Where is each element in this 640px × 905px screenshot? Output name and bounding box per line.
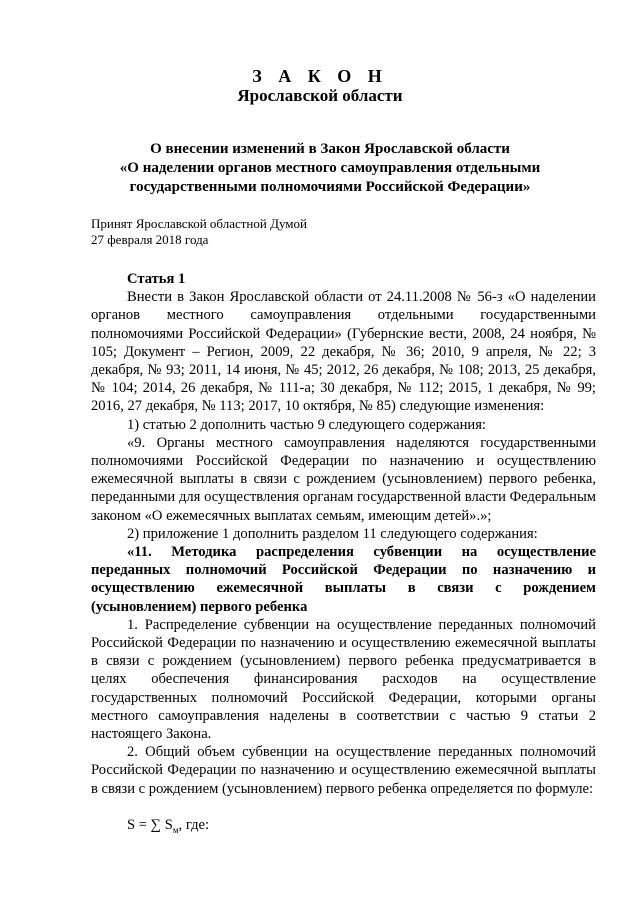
formula-lhs: S = ∑ S — [127, 816, 173, 833]
article-body — [91, 270, 596, 839]
section-heading: «11. Методика распределения субвенции на осуществление переданных полномочий Российской Федерации по назначению и осуществлению ежемесячной выплаты в связи с рождением (усыновлением) первого ребенка — [91, 544, 596, 615]
paragraph: «9. Органы местного самоуправления наделяются государственными полномочиями Российской Федерации по назначению и осуществлению ежемесячной выплаты в связи с рождением (усыновлением) первого ребенка, переданными для осуществления органам государственной власти Федеральным законом «О ежемесячных выплатах семьям, имеющим детей».»; — [91, 434, 596, 524]
formula-rhs: , где: — [178, 816, 210, 833]
article-title: Статья 1 — [127, 271, 186, 287]
paragraph: 2. Общий объем субвенции на осуществление переданных полномочий Российской Федерации по назначению и осуществлению ежемесячной выплаты в связи с рождением (усыновлением) первого ребенка определяется по формуле: — [91, 744, 596, 797]
paragraph: Внести в Закон Ярославской области от 24.11.2008 № 56-з «О наделении органов местного самоуправления отдельными государственными полномочиями Российской Федерации» (Губернские вести, 2008, 24 ноября, № 105; Документ – Регион, 2009, 22 декабря, № 36; 2010, 9 апреля, № 22; 3 декабря, № 93; 2011, 14 июня, № 45; 2012, 26 декабря, № 108; 2013, 25 декабря, № 104; 2014, 26 декабря, № 111-а; 30 декабря, № 112; 2015, 1 декабря, № 99; 2016, 27 декабря, № 113; 2017, 10 октября, № 85) следующие изменения: — [91, 289, 596, 415]
adoption-line: Принят Ярославской областной Думой — [91, 216, 307, 231]
law-region: Ярославской области — [237, 86, 403, 105]
adoption-date: 27 февраля 2018 года — [91, 232, 209, 247]
paragraph: 1) статью 2 дополнить частью 9 следующего содержания: — [127, 416, 486, 433]
formula-subscript: м — [172, 824, 179, 835]
paragraph: 2) приложение 1 дополнить разделом 11 следующего содержания: — [127, 525, 538, 542]
law-subtitle — [70, 140, 590, 197]
subtitle-line: «О наделении органов местного самоуправления отдельными — [119, 160, 541, 176]
subtitle-line: О внесении изменений в Закон Ярославской области — [150, 141, 510, 157]
formula — [91, 816, 596, 839]
subtitle-line: государственными полномочиями Российской Федерации» — [129, 179, 531, 195]
adoption-note — [91, 216, 391, 248]
law-heading: З А К О Н — [252, 66, 388, 86]
paragraph: 1. Распределение субвенции на осуществление переданных полномочий Российской Федерации по назначению и осуществлению ежемесячной выплаты в связи с рождением (усыновлением) первого ребенка предусматривается в целях обеспечения финансирования расходов на осуществление государственных полномочий Российской Федерации, которыми органы местного самоуправления наделены в соответствии с частью 9 статьи 2 настоящего Закона. — [91, 616, 596, 743]
